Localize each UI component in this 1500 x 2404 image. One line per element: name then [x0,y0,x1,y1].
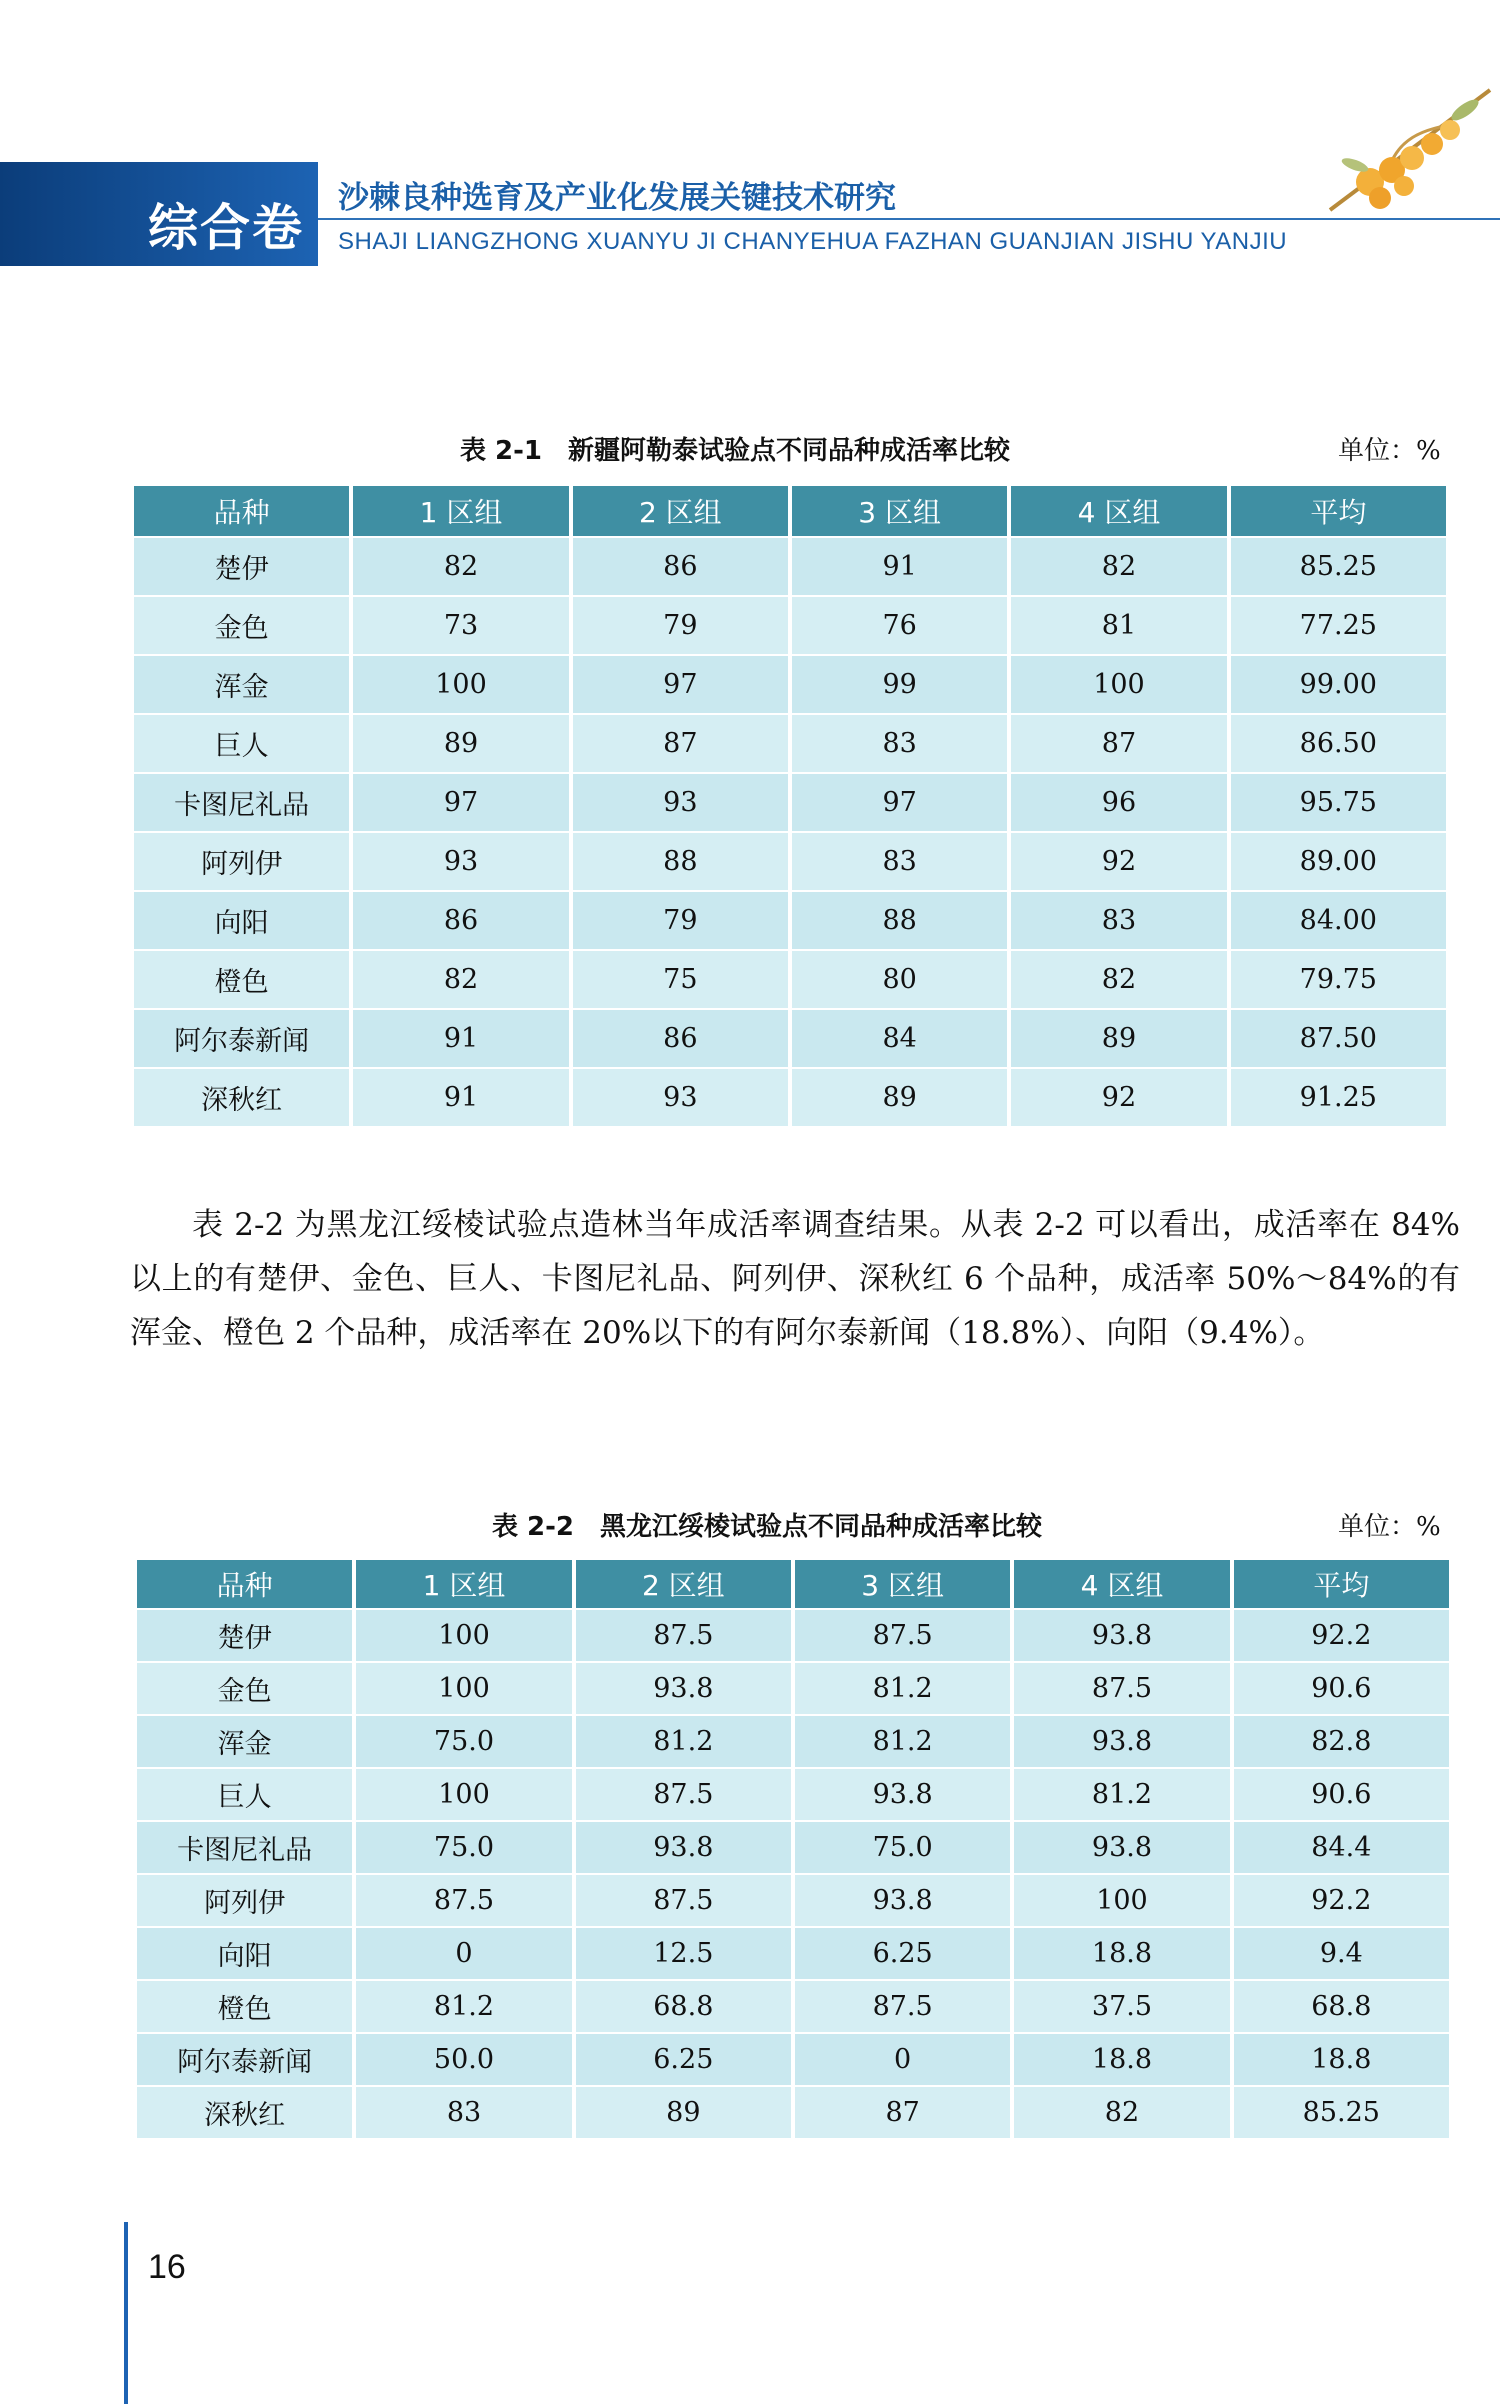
table-row [134,892,1446,949]
value-cell: 93.8 [576,1822,791,1873]
table-row [134,538,1446,595]
value-cell: 91 [792,538,1007,595]
value-cell: 81.2 [576,1716,791,1767]
table-row [137,1663,1449,1714]
variety-cell: 金色 [137,1663,352,1714]
value-cell: 75.0 [356,1716,571,1767]
value-cell: 83 [792,833,1007,890]
column-header: 品种 [137,1560,352,1608]
value-cell: 93.8 [795,1769,1010,1820]
table-row [134,715,1446,772]
value-cell: 100 [1014,1875,1229,1926]
page-number: 16 [148,2248,186,2286]
value-cell: 76 [792,597,1007,654]
column-header: 4 区组 [1014,1560,1229,1608]
value-cell: 68.8 [1234,1981,1449,2032]
value-cell: 87 [1011,715,1226,772]
table-row [137,1610,1449,1661]
value-cell: 92.2 [1234,1610,1449,1661]
table-row [137,1928,1449,1979]
value-cell: 86 [353,892,568,949]
value-cell: 99 [792,656,1007,713]
variety-cell: 橙色 [134,951,349,1008]
table-row [134,1010,1446,1067]
value-cell: 85.25 [1234,2087,1449,2138]
value-cell: 6.25 [576,2034,791,2085]
volume-badge: 综合卷 [148,199,304,257]
table-row [134,656,1446,713]
variety-cell: 楚伊 [137,1610,352,1661]
column-header: 平均 [1234,1560,1449,1608]
value-cell: 18.8 [1234,2034,1449,2085]
value-cell: 92 [1011,1069,1226,1126]
variety-cell: 金色 [134,597,349,654]
value-cell: 81.2 [795,1716,1010,1767]
value-cell: 50.0 [356,2034,571,2085]
column-header: 2 区组 [573,486,788,536]
variety-cell: 橙色 [137,1981,352,2032]
value-cell: 89 [1011,1010,1226,1067]
value-cell: 83 [1011,892,1226,949]
value-cell: 93 [353,833,568,890]
value-cell: 37.5 [1014,1981,1229,2032]
variety-cell: 阿列伊 [137,1875,352,1926]
value-cell: 87.5 [795,1981,1010,2032]
value-cell: 91.25 [1231,1069,1446,1126]
variety-cell: 阿尔泰新闻 [134,1010,349,1067]
value-cell: 75.0 [356,1822,571,1873]
value-cell: 79 [573,892,788,949]
table-2-2 [133,1558,1453,2140]
value-cell: 87.50 [1231,1010,1446,1067]
value-cell: 0 [356,1928,571,1979]
value-cell: 81.2 [795,1663,1010,1714]
value-cell: 93.8 [795,1875,1010,1926]
table1-caption: 表 2-1 新疆阿勒泰试验点不同品种成活率比较 [460,436,1011,466]
table-row [137,1769,1449,1820]
value-cell: 82 [1014,2087,1229,2138]
value-cell: 96 [1011,774,1226,831]
table-row [137,1981,1449,2032]
table-row [137,2087,1449,2138]
value-cell: 85.25 [1231,538,1446,595]
table-row [134,774,1446,831]
value-cell: 84.4 [1234,1822,1449,1873]
value-cell: 18.8 [1014,2034,1229,2085]
value-cell: 100 [353,656,568,713]
variety-cell: 深秋红 [137,2087,352,2138]
value-cell: 100 [356,1663,571,1714]
value-cell: 97 [792,774,1007,831]
value-cell: 100 [1011,656,1226,713]
column-header: 1 区组 [356,1560,571,1608]
table-row [137,1875,1449,1926]
variety-cell: 浑金 [134,656,349,713]
value-cell: 99.00 [1231,656,1446,713]
value-cell: 89.00 [1231,833,1446,890]
value-cell: 100 [356,1769,571,1820]
table-row [134,833,1446,890]
value-cell: 87 [795,2087,1010,2138]
body-paragraph: 表 2-2 为黑龙江绥棱试验点造林当年成活率调查结果。从表 2-2 可以看出，成活率在 84%以上的有楚伊、金色、巨人、卡图尼礼品、阿列伊、深秋红 6 个品种，成活率 50%～84%的有浑金、橙色 2 个品种，成活率在 20%以下的有阿尔泰新闻（18.8%）、向阳（9.4%）。 [130,1207,1460,1351]
value-cell: 88 [792,892,1007,949]
value-cell: 83 [356,2087,571,2138]
value-cell: 81.2 [356,1981,571,2032]
column-header: 4 区组 [1011,486,1226,536]
variety-cell: 巨人 [134,715,349,772]
column-header: 2 区组 [576,1560,791,1608]
value-cell: 77.25 [1231,597,1446,654]
value-cell: 87.5 [1014,1663,1229,1714]
variety-cell: 阿尔泰新闻 [137,2034,352,2085]
table2-caption: 表 2-2 黑龙江绥棱试验点不同品种成活率比较 [492,1512,1043,1542]
variety-cell: 浑金 [137,1716,352,1767]
value-cell: 90.6 [1234,1769,1449,1820]
column-header: 品种 [134,486,349,536]
table-row [134,1069,1446,1126]
value-cell: 81 [1011,597,1226,654]
value-cell: 88 [573,833,788,890]
table-row [134,597,1446,654]
value-cell: 84.00 [1231,892,1446,949]
value-cell: 87 [573,715,788,772]
value-cell: 93 [573,1069,788,1126]
value-cell: 90.6 [1234,1663,1449,1714]
value-cell: 9.4 [1234,1928,1449,1979]
value-cell: 82 [353,951,568,1008]
variety-cell: 楚伊 [134,538,349,595]
value-cell: 73 [353,597,568,654]
value-cell: 68.8 [576,1981,791,2032]
column-header: 3 区组 [792,486,1007,536]
value-cell: 75 [573,951,788,1008]
value-cell: 79.75 [1231,951,1446,1008]
table-row [134,951,1446,1008]
value-cell: 93.8 [1014,1822,1229,1873]
value-cell: 82 [1011,538,1226,595]
value-cell: 87.5 [795,1610,1010,1661]
value-cell: 18.8 [1014,1928,1229,1979]
table-row [137,1822,1449,1873]
value-cell: 81.2 [1014,1769,1229,1820]
variety-cell: 向阳 [137,1928,352,1979]
value-cell: 100 [356,1610,571,1661]
value-cell: 80 [792,951,1007,1008]
value-cell: 87.5 [576,1875,791,1926]
value-cell: 0 [795,2034,1010,2085]
value-cell: 89 [576,2087,791,2138]
table-row [137,1716,1449,1767]
value-cell: 93.8 [1014,1610,1229,1661]
variety-cell: 深秋红 [134,1069,349,1126]
sea-buckthorn-berry-icon [1300,70,1500,220]
column-header: 3 区组 [795,1560,1010,1608]
column-header: 平均 [1231,486,1446,536]
column-header: 1 区组 [353,486,568,536]
value-cell: 95.75 [1231,774,1446,831]
value-cell: 12.5 [576,1928,791,1979]
book-title-cn: 沙棘良种选育及产业化发展关键技术研究 [338,180,896,216]
value-cell: 92 [1011,833,1226,890]
value-cell: 87.5 [576,1769,791,1820]
variety-cell: 向阳 [134,892,349,949]
variety-cell: 阿列伊 [134,833,349,890]
header-divider [318,218,1500,220]
value-cell: 87.5 [356,1875,571,1926]
table-2-1 [130,484,1450,1128]
value-cell: 89 [353,715,568,772]
value-cell: 82 [1011,951,1226,1008]
variety-cell: 卡图尼礼品 [134,774,349,831]
variety-cell: 巨人 [137,1769,352,1820]
value-cell: 86.50 [1231,715,1446,772]
value-cell: 86 [573,538,788,595]
value-cell: 82.8 [1234,1716,1449,1767]
value-cell: 84 [792,1010,1007,1067]
value-cell: 87.5 [576,1610,791,1661]
value-cell: 97 [573,656,788,713]
value-cell: 82 [353,538,568,595]
table2-unit: 单位：% [1338,1512,1441,1542]
value-cell: 75.0 [795,1822,1010,1873]
value-cell: 93.8 [576,1663,791,1714]
value-cell: 97 [353,774,568,831]
value-cell: 89 [792,1069,1007,1126]
table-row [137,2034,1449,2085]
value-cell: 93.8 [1014,1716,1229,1767]
table-header-row [137,1560,1449,1608]
table-header-row [134,486,1446,536]
table1-unit: 单位：% [1338,436,1441,466]
value-cell: 92.2 [1234,1875,1449,1926]
value-cell: 79 [573,597,788,654]
value-cell: 91 [353,1069,568,1126]
variety-cell: 卡图尼礼品 [137,1822,352,1873]
value-cell: 93 [573,774,788,831]
page-margin-rule [124,2222,128,2404]
value-cell: 83 [792,715,1007,772]
value-cell: 91 [353,1010,568,1067]
value-cell: 6.25 [795,1928,1010,1979]
book-title-en: SHAJI LIANGZHONG XUANYU JI CHANYEHUA FAZHAN GUANJIAN JISHU YANJIU [338,228,1288,255]
value-cell: 86 [573,1010,788,1067]
